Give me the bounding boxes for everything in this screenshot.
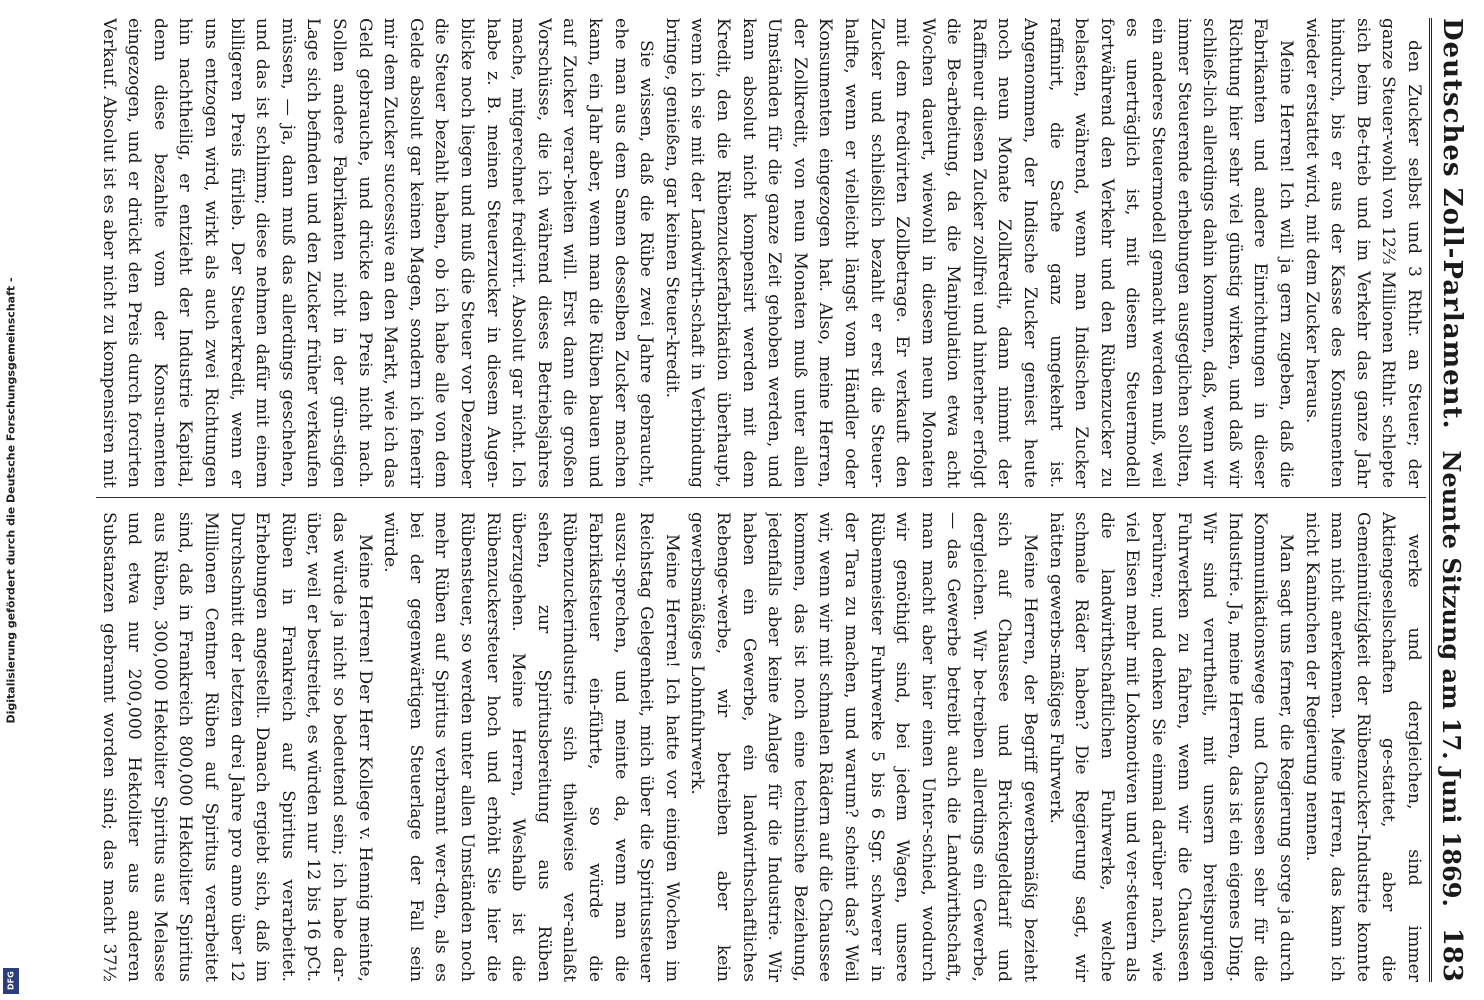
publication-title: Deutsches Zoll-Parlament. [1437, 18, 1467, 430]
body-paragraph: Meine Herren! Der Herr Kollege v. Hennig meinte, das würde ja nicht so bedeutend sein; ich habe dar-über, weil er bestreitet, es würden nur 12 bis 16 pCt. Rüben in Frankreich auf Spiritus verarbeitet. Erhebungen angestellt. Danach ergiebt sich, daß im Durchschnitt der letzten drei Jahre pro anno über 12 Millionen Centner Rüben auf Spiritus verarbeitet sind, daß in Frankreich 800,000 Hektoliter Spiritus aus Rüben, 300,000 Hektoliter Spiritus aus Melasse und etwa nur 200,000 Hektoliter aus anderen Substanzen gebrannt worden sind; das macht 37½ [98, 512, 375, 982]
body-paragraph: Meine Herren! Ich hatte vor einigen Wochen im Reichstag Gelegenheit, mich über die Spiritussteuer auszu-sprechen, und meinte da, wenn man die Fabrikatsteuer ein-führte, so würde die Rübenzuckerindustrie sich theilweise ver-anlaßt sehen, zur Spiritusbereitung aus Rüben überzugehen. Meine Herren, Weshalb ist die Rübenzuckersteuer hoch und erhöht Sie hier die Rübensteuer, so werden unter allen Umständen noch mehr Rüben auf Spiritus verbrannt wer-den, als es bei der gegenwärtigen Steuerlage der Fall sein würde. [380, 512, 682, 982]
dfg-logo: DFG [3, 968, 19, 994]
body-paragraph: Man sagt uns ferner, die Regierung sorge ja durch Kommunikationswege und Chausseen sehr für die Industrie. Ja, meine Herren, das ist ein eigenes Ding. Wir sind verurtheilt, mit unsern breitspurigen Fuhrwerken zu fahren, wenn wir die Chausseen berühren; und denken Sie einmal darüber nach, wie viel Eisen mehr mit Lokomotiven und ver-steuern als die landwirthschaftlichen Fuhrwerke, welche schmale Räder haben? Die Regierung sagt, wir hätten gewerbs-mäßiges Fuhrwerk. [1045, 512, 1297, 982]
right-column [96, 512, 1426, 982]
body-paragraph: Meine Herren! Ich will ja gern zugeben, daß die Fabrikanten und andere Einrichtungen in dieser Richtung hier sehr viel günstig wirken, und daß wir schließ-lich allerdings dahin kommen, daß, wenn wir immer Steuerende erhebungen ausgeglichen sollten, ein anderes Steuermodell gemacht werden muß, weil es unerträglich ist, mit diesem Steuermodell fortwährend den Verkehr und den Rübenzucker zu belasten, während, wenn man Indischen Zucker raffinirt, die Sache ganz umgekehrt ist. Angenommen, der Indische Zucker geniest heute noch neun Monate Zollkredit, dann nimmt der Raffineur diesen Zucker zollfrei und hinterher erfolgt die Be-arbeitung, da die Manipulation etwa acht Wochen dauert, wiewohl in diesem neun Monaten mit dem fredivirten Zollbetrage. Er verkauft den Zucker und schließlich bezahlt er erst die Steuer-halfte, wenn er vielleicht längst vom Händler oder Konsumenten eingezogen hat. Also, meine Herren, der Zollkredit, von neun Monaten muß unter allen Umständen für die ganze Zeit gehoben werden, und kann absolut nicht kompensirt werden mit dem Kredit, den die Rübenzuckerfabrikation überhaupt, wenn ich sie mit der Landwirth-schaft in Verbindung bringe, genießen, gar keinen Steuer-kredit. [661, 18, 1297, 488]
body-paragraph: werke und dergleichen, sind immer Aktiengesellschaften ge-stattet, aber die Gemeinnützigkeit der Rübenzucker-Industrie konnte man nicht anerkennen. Meine Herren, das kann ich nicht Kaninchen der Regierung nennen. [1301, 512, 1424, 982]
page-number: 183 [1437, 927, 1467, 982]
body-paragraph: Meine Herren, der Begriff gewerbsmäßig bezieht sich auf Chaussee und Brückengeldtarif und dergleichen. Wir be-treiben allerdings ein Gewerbe, — das Gewerbe betreibt auch die Landwirthschaft, man macht aber hier einen Unter-schied, wodurch wir genöthigt sind, bei jedem Wagen, unsere Rübenmeister Fuhrwerke 5 bis 6 Sgr. schwerer in der Tara zu machen, und warum? scheint das? Weil wir, wenn wir mit schmalen Rädern auf die Chaussee kommen, das ist noch eine technische Beziehung, jedenfalls aber keine Anlage für die Industrie. Wir haben ein Gewerbe, ein landwirthschaftliches Rebenge-werbe, wir betreiben aber kein gewerbsmäßiges Lohnfuhrwerk. [687, 512, 1041, 982]
left-column [96, 18, 1426, 488]
body-paragraph: den Zucker selbst und 3 Rthlr. an Steuer; der ganze Steuer-wohl von 12⅔ Millionen Rthlr. schlepte sich beim Be-trieb und im Verkehr das ganze Jahr hindurch, bis er aus der Kasse des Konsumenten wieder erstattet wird, mit dem Zucker heraus. [1301, 18, 1424, 488]
body-paragraph: Sie wissen, daß die Rübe zwei Jahre gebraucht, ehe man aus dem Samen desselben Zucker machen kann, ein Jahr aber, wenn man die Rüben bauen und auf Zucker verar-beiten will. Erst dann die großen Vorschüsse, die ich während dieses Betriebsjahres mache, mitgerechnet fredivirt. Absolut gar nicht. Ich habe z. B. meinen Steuerzucker in diesem Augen-blicke noch liegen und muß die Steuer vor Dezember die Steuer bezahlt haben, ob ich habe alle von dem Gelde absolut gar keinen Magen, sondern ich fenerir mir dem Zucker successive an den Markt, wie ich das Geld gebrauche, und drücke den Preis nicht nach. Sollen andere Fabrikanten nicht in der gün-stigen Lage sich befinden und den Zucker früher verkaufen müssen, — ja, dann muß das allerdings geschehen, und das ist schlimm; diese nehmen dafür mit einem billigeren Preis fürlieb. Der Steuerkredit, wenn er uns entzogen wird, wirkt als auch zwei Richtungen hin nachtheilig, er entzieht der Industrie Kapital, denn diese bezahlte vom der Konsu-menten eingezogen, und er drückt den Preis durch forcirten Verkauf. Absolut ist es aber nicht zu kompensiren mit [98, 18, 657, 488]
page-header [1429, 18, 1472, 982]
column-divider [96, 497, 1426, 498]
digitization-credit-text: Digitalisierung gefördert durch die Deutsche Forschungsgemeinschaft - [4, 276, 18, 724]
session-title: Neunte Sitzung am 17. Juni 1869. [1437, 450, 1467, 907]
